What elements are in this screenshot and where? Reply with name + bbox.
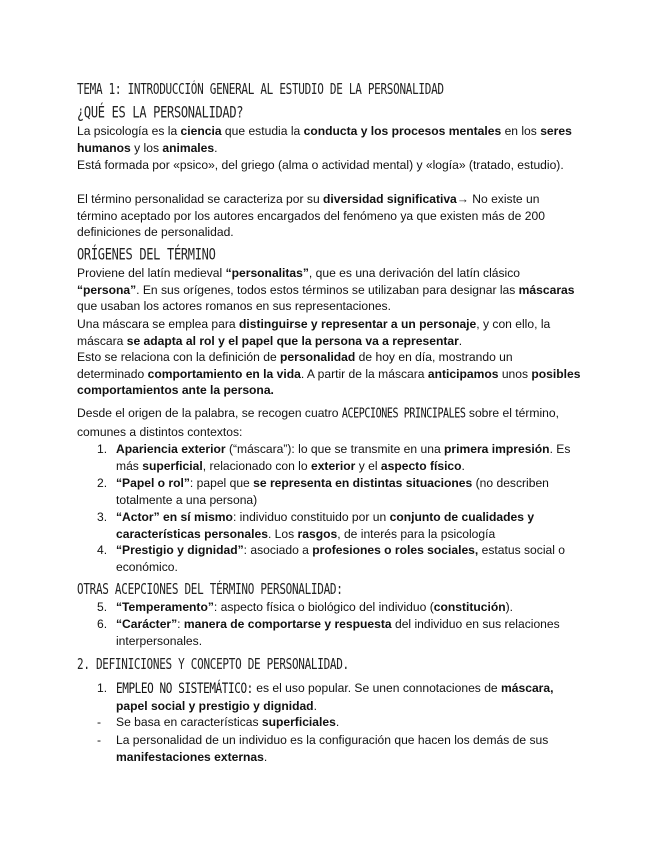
- list-item-actor: “Actor” en sí mismo: individuo constituido por un conjunto de cualidades y características personales. Los rasgos, de interés para la psicología: [116, 510, 535, 541]
- list-number: 5.: [97, 600, 108, 614]
- paragraph-latin-origin: Proviene del latín medieval “personalitas”, que es una derivación del latín clásico “persona”. En sus orígenes, todos estos términos se utilizaban para designar las máscaras que usaban los actores romanos en sus representaciones.: [77, 266, 575, 314]
- list-item-papel: “Papel o rol”: papel que se representa en distintas situaciones (no describen totalmente a una persona): [116, 476, 549, 507]
- list-number: 4.: [97, 543, 108, 557]
- list-number: 6.: [97, 617, 108, 631]
- dash-bullet: -: [97, 715, 102, 729]
- paragraph-mask-role: Una máscara se emplea para distinguirse y representar a un personaje, y con ello, la máscara se adapta al rol y el papel que la persona va a representar.: [77, 317, 551, 348]
- list-item-prestigio: “Prestigio y dignidad”: asociado a profesiones o roles sociales, estatus social o económico.: [116, 543, 565, 574]
- list-number: 3.: [97, 510, 108, 524]
- dash-item-manifestaciones: La personalidad de un individuo es la configuración que hacen los demás de sus manifestaciones externas.: [116, 733, 549, 764]
- list-number: 1.: [97, 681, 108, 695]
- list-item-empleo-no-sistematico: EMPLEO NO SISTEMÁTICO: es el uso popular. Se unen connotaciones de máscara, papel social y prestigio y dignidad.: [116, 679, 554, 713]
- list-number: 2.: [97, 476, 108, 490]
- paragraph-four-meanings: Desde el origen de la palabra, se recogen cuatro ACEPCIONES PRINCIPALES sobre el término, comunes a distintos contextos:: [77, 406, 559, 439]
- list-item-temperamento: “Temperamento”: aspecto física o biológico del individuo (constitución).: [116, 600, 514, 614]
- paragraph-psychology-definition: La psicología es la ciencia que estudia la conducta y los procesos mentales en los seres humanos y los animales.: [77, 124, 572, 155]
- list-number: 1.: [97, 442, 108, 456]
- paragraph-diversity: El término personalidad se caracteriza por su diversidad significativa→ No existe un término aceptado por los autores encargados del fenómeno ya que existen más de 200 definiciones de personalidad.: [77, 192, 545, 240]
- heading-origins: ORÍGENES DEL TÉRMINO: [77, 244, 216, 264]
- heading-other-meanings: OTRAS ACEPCIONES DEL TÉRMINO PERSONALIDAD:: [77, 580, 343, 599]
- dash-bullet: -: [97, 733, 102, 747]
- document-title: TEMA 1: INTRODUCCIÓN GENERAL AL ESTUDIO DE LA PERSONALIDAD: [77, 80, 444, 99]
- heading-what-is-personality: ¿QUÉ ES LA PERSONALIDAD?: [77, 102, 244, 122]
- dash-item-superficiales: Se basa en características superficiales.: [116, 715, 340, 729]
- list-item-caracter: “Carácter”: manera de comportarse y respuesta del individuo en sus relaciones interpersonales.: [116, 617, 560, 648]
- paragraph-etymology: Está formada por «psico», del griego (alma o actividad mental) y «logía» (tratado, estudio).: [77, 158, 564, 172]
- paragraph-modern-definition: Esto se relaciona con la definición de personalidad de hoy en día, mostrando un determinado comportamiento en la vida. A partir de la máscara anticipamos unos posibles comportamientos ante la persona.: [77, 350, 581, 398]
- list-item-apariencia: Apariencia exterior (“máscara”): lo que se transmite en una primera impresión. Es más superficial, relacionado con lo exterior y el aspecto físico.: [116, 442, 571, 473]
- heading-section-2: 2. DEFINICIONES Y CONCEPTO DE PERSONALIDAD.: [77, 655, 349, 674]
